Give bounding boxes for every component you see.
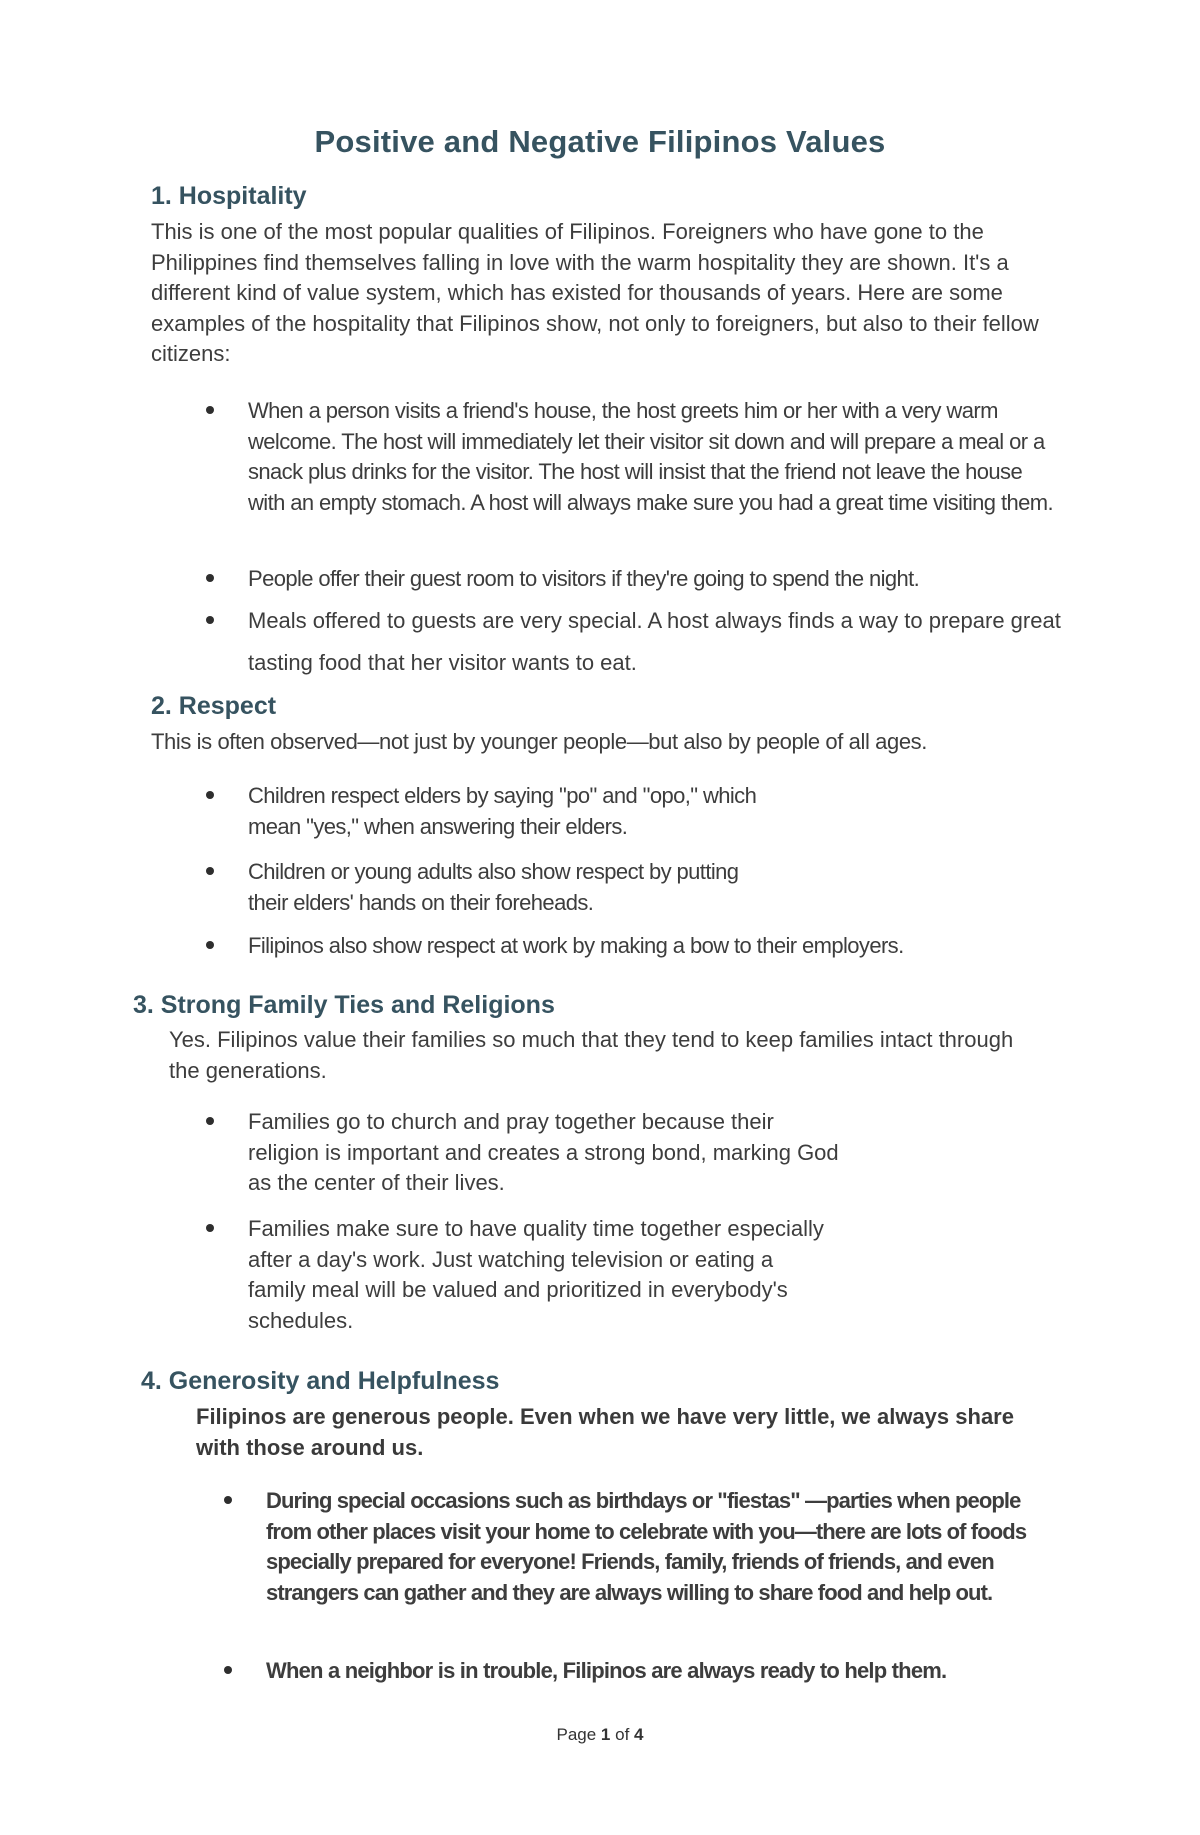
bullet-icon (206, 1224, 214, 1232)
page-footer (0, 1725, 1200, 1745)
section-heading-generosity: 4. Generosity and Helpfulness (141, 1367, 500, 1395)
document-page: Positive and Negative Filipinos Values 1. Hospitality This is one of the most popular qualities of Filipinos. Foreigners who have gone to the Philippines find themselves falling in love with the warm hospitality they are shown. It's a different kind of value system, which has existed for thousands of years. Here are some examples of the hospitality that Filipinos show, not only to foreigners, but also to their fellow citizens: When a person visits a friend's house, the host greets him or her with a very warm welcome. The host will immediately let their visitor sit down and will prepare a meal or a snack plus drinks for the visitor. The host will insist that the friend not leave the house with an empty stomach. A host will always make sure you had a great time visiting them. People offer their guest room to visitors if they're going to spend the night. Meals offered to guests are very special. A host always finds a way to prepare great tasting food that her visitor wants to eat. 2. Respect This is often observed—not just by younger people—but also by people of all ages. Children respect elders by saying "po" and "opo," which mean "yes," when answering their elders. Children or young adults also show respect by putting their elders' hands on their foreheads. Filipinos also show respect at work by making a bow to their employers. 3. Strong Family Ties and Religions Yes. Filipinos value their families so much that they tend to keep families intact through the generations. Families go to church and pray together because their religion is important and creates a strong bond, marking God as the center of their lives. Families make sure to have quality time together especially after a day's work. Just watching television or eating a family meal will be valued and prioritized in everybody's schedules. 4. Generosity and Helpfulness Filipinos are generous people. Even when we have very little, we always share with those around us. During special occasions such as birthdays or "fiestas" —parties when people from other places visit your home to celebrate with you—there are lots of foods specially prepared for everyone! Friends, family, friends of friends, and even strangers can gather and they are always willing to share food and help out. When a neighbor is in trouble, Filipinos are always ready to help them. Page 1 of 4 (0, 0, 1200, 1835)
section-intro-respect: This is often observed—not just by younger people—but also by people of all ages. (151, 729, 927, 754)
bullet-icon (224, 1666, 232, 1674)
section-intro-family-ties: Yes. Filipinos value their families so much that they tend to keep families intact through the generations. (169, 1027, 1014, 1083)
bullet-icon (206, 574, 214, 582)
section-heading-hospitality: 1. Hospitality (151, 182, 307, 210)
bullet-icon (206, 406, 214, 414)
page-of-label: of (615, 1725, 630, 1744)
bullet-icon (224, 1496, 232, 1504)
section-heading-respect: 2. Respect (151, 692, 277, 720)
page-number: 1 (600, 1725, 611, 1744)
section-intro-hospitality: This is one of the most popular qualities of Filipinos. Foreigners who have gone to the Philippines find themselves falling in love with the warm hospitality they are shown. It's a different kind of value system, which has existed for thousands of years. Here are some examples of the hospitality that Filipinos show, not only to foreigners, but also to their fellow citizens: (151, 219, 1039, 366)
section-heading-family-ties: 3. Strong Family Ties and Religions (133, 991, 555, 1019)
section-intro-generosity: Filipinos are generous people. Even when we have very little, we always share with those around us. (196, 1404, 1014, 1460)
bullet-icon (206, 791, 214, 799)
page-total: 4 (634, 1725, 644, 1744)
document-title: Positive and Negative Filipinos Values (314, 124, 886, 159)
bullet-icon (206, 941, 214, 949)
bullet-icon (206, 867, 214, 875)
page-label: Page (556, 1725, 597, 1744)
bullet-icon (206, 616, 214, 624)
bullet-icon (206, 1117, 214, 1125)
